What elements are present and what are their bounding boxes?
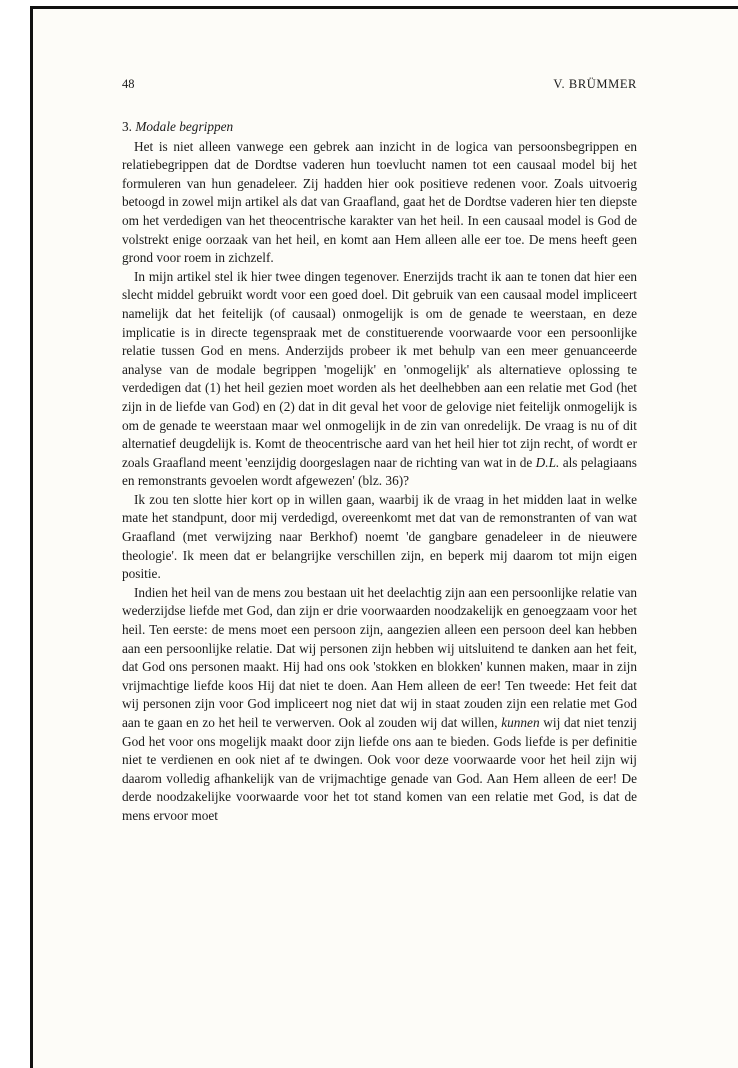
italic-term: kunnen bbox=[501, 715, 540, 730]
italic-term: D.L. bbox=[535, 454, 560, 470]
text-run: wij dat niet tenzij God het voor ons mogelijk maakt door zijn liefde ons aan te bieden. Gods liefde is per definitie niet te verdienen en ook niet af te dwingen. Ook voor deze voorwaarde voor het heil zijn wij daarom volledig afhankelijk van de vrijmachtige genade van God. Aan Hem alleen de eer! De derde noodzakelijke voorwaarde voor het tot stand komen van een relatie met God, is dat de mens ervoor moet bbox=[122, 715, 637, 823]
text-run: Ik zou ten slotte hier kort op in willen gaan, waarbij ik de vraag in het midden laat in welke mate het standpunt, door mij verdedigd, overeenkomt met dat van de remonstranten of van wat Graafland (met verwijzing naar Berkhof) noemt 'de gangbare genadeleer in de nieuwere theologie'. Ik meen dat er belangrijke verschillen zijn, en beperk mij daarom tot mijn eigen positie. bbox=[122, 491, 637, 582]
text-run: In mijn artikel stel ik hier twee dingen tegenover. Enerzijds tracht ik aan te tonen dat hier een slecht middel gebruikt wordt voor een goed doel. Dit gebruik van een causaal model impliceert namelijk dat het feitelijk (of causaal) onmogelijk is om de genade te weerstaan, en deze implicatie is in directe tegenspraak met de constituerende voorwaarde voor een persoonlijke relatie tussen God en mens. Anderzijds probeer ik met behulp van een meer genuanceerde analyse van de modale begrippen 'mogelijk' en 'onmogelijk' als alternatieve oplossing te verdedigen dat (1) het heil gezien moet worden als het deelhebben aan een relatie met God (het zijn in de liefde van God) en (2) dat in dit geval het voor de gelovige niet feitelijk onmogelijk is om de genade te weerstaan maar wel onmogelijk in de zin van onredelijk. De vraag is nu of dit alternatief deugdelijk is. Komt de theocentrische aard van het heil hier tot zijn recht, of wordt er zoals Graafland meent 'eenzijdig doorgeslagen naar de richting van wat in de bbox=[122, 268, 637, 470]
paragraph bbox=[122, 268, 637, 491]
text-run: Indien het heil van de mens zou bestaan uit het deelachtig zijn aan een persoonlijke relatie van wederzijdse liefde met God, dan zijn er drie voorwaarden noodzakelijk en genoegzaam voor het heil. Ten eerste: de mens moet een persoon zijn, aangezien alleen een persoon deel kan hebben aan een persoonlijke relatie. Dat wij personen zijn hebben wij uitsluitend te danken aan het feit, dat God ons personen maakt. Hij had ons ook 'stokken en blokken' kunnen maken, maar in zijn vrijmachtige liefde koos Hij dat niet te doen. Aan Hem alleen de eer! Ten tweede: Het feit dat wij personen zijn voor God impliceert nog niet dat wij in staat zouden zijn een relatie met God aan te gaan en zo het heil te verwerven. Ook al zouden wij dat willen, bbox=[122, 584, 637, 730]
text-run: als pelagiaans en remonstrants gevoelen wordt afgewezen' (blz. 36)? bbox=[122, 454, 637, 489]
running-head: V. BRÜMMER bbox=[553, 77, 637, 91]
text-run: Het is niet alleen vanwege een gebrek aan inzicht in de logica van persoonsbegrippen en relatiebegrippen dat de Dordtse vaderen hun toevlucht namen tot een causaal model bij het formuleren van hun genadeleer. Zij hadden hier ook positieve redenen voor. Zoals uitvoerig betoogd in zowel mijn artikel als dat van Graafland, gaat het de Dordtse vaderen hier ten diepste om het verdedigen van het theocentrische karakter van het heil. In een causaal model is God de volstrekt enige oorzaak van het heil, en komt aan Hem alleen alle eer toe. De mens heeft geen grond voor roem in zichzelf. bbox=[122, 138, 637, 266]
section-heading bbox=[122, 118, 637, 137]
paragraph bbox=[122, 584, 637, 826]
section-title: Modale begrippen bbox=[135, 119, 234, 134]
paragraph bbox=[122, 138, 637, 268]
page-body bbox=[122, 118, 637, 826]
paragraph bbox=[122, 491, 637, 584]
page-header bbox=[122, 77, 637, 93]
section-number: 3. bbox=[122, 119, 132, 134]
page-number: 48 bbox=[122, 77, 135, 91]
